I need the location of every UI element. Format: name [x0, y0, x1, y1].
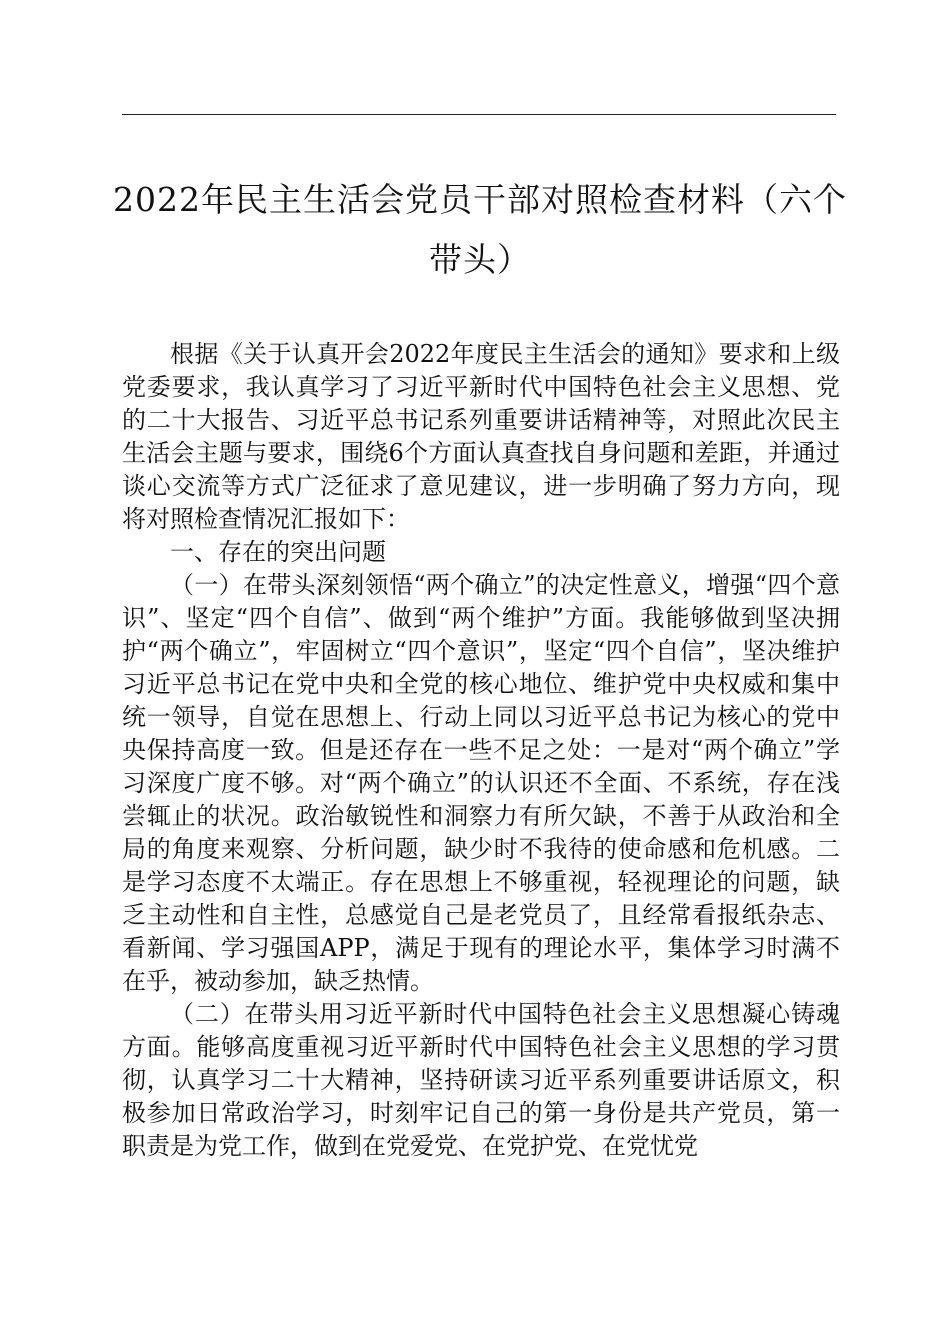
document-body — [122, 338, 840, 1163]
header-rule — [122, 114, 836, 115]
section-heading: 一、存在的突出问题 — [170, 538, 386, 566]
issue-paragraph-2: （二）在带头用习近平新时代中国特色社会主义思想凝心铸魂方面。能够高度重视习近平新时代中国特色社会主义思想的学习贯彻，认真学习二十大精神，坚持研读习近平系列重要讲话原文，积极参加日常政治学习，时刻牢记自己的第一身份是共产党员，第一职责是为党工作，做到在党爱党、在党护党、在党忧党 — [122, 1000, 840, 1160]
intro-paragraph: 根据《关于认真开会2022年度民主生活会的通知》要求和上级党委要求，我认真学习了习近平新时代中国特色社会主义思想、党的二十大报告、习近平总书记系列重要讲话精神等，对照此次民主生活会主题与要求，围绕6个方面认真查找自身问题和差距，并通过谈心交流等方式广泛征求了意见建议，进一步明确了努力方向，现将对照检查情况汇报如下： — [122, 340, 840, 533]
document-title: 2022年民主生活会党员干部对照检查材料（六个带头） — [113, 180, 847, 279]
issue-paragraph-1: （一）在带头深刻领悟“两个确立”的决定性意义，增强“四个意识”、坚定“四个自信”、做到“两个维护”方面。我能够做到坚决拥护“两个确立”，牢固树立“四个意识”，坚定“四个自信”，坚决维护习近平总书记在党中央和全党的核心地位、维护党中央权威和集中统一领导，自觉在思想上、行动上同以习近平总书记为核心的党中央保持高度一致。但是还存在一些不足之处：一是对“两个确立”学习深度广度不够。对“两个确立”的认识还不全面、不系统，存在浅尝辄止的状况。政治敏锐性和洞察力有所欠缺，不善于从政治和全局的角度来观察、分析问题，缺少时不我待的使命感和危机感。二是学习态度不太端正。存在思想上不够重视，轻视理论的问题，缺乏主动性和自主性，总感觉自己是老党员了，且经常看报纸杂志、看新闻、学习强国APP，满足于现有的理论水平，集体学习时满不在乎，被动参加，缺乏热情。 — [122, 571, 840, 995]
